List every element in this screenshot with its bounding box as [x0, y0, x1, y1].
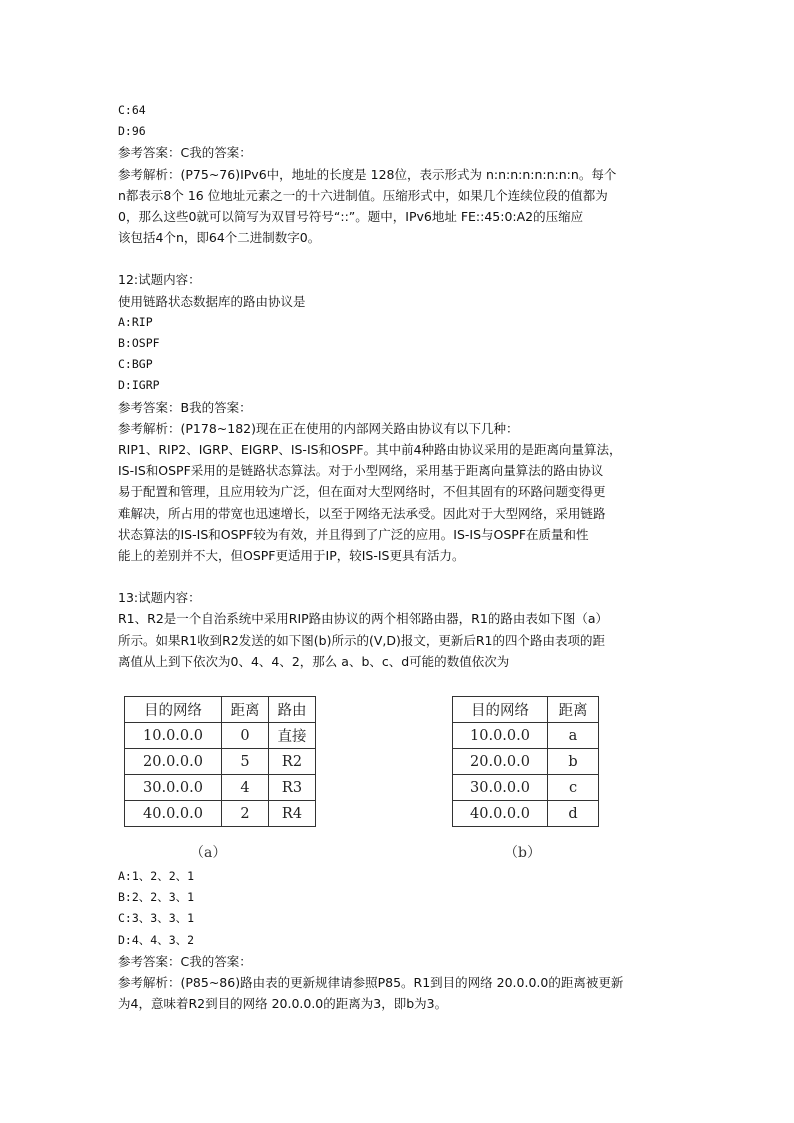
table-header-row	[453, 697, 599, 723]
q11-option-c: C:64	[118, 103, 146, 117]
table-header-cell: 距离	[222, 697, 269, 723]
q12-analysis-line: 能上的差别并不大，但OSPF更适用于IP，较IS-IS更具有活力。	[118, 548, 465, 564]
q12-option-a: A:RIP	[118, 314, 153, 329]
table-cell: 40.0.0.0	[453, 801, 548, 827]
table-header-cell: 目的网络	[453, 697, 548, 723]
table-header-cell: 距离	[548, 697, 599, 723]
document-page	[118, 100, 688, 1015]
spacer	[118, 566, 688, 587]
q11-analysis-line: 该包括4个n，即64个二进制数字0。	[118, 230, 321, 246]
q12-analysis-line: 易于配置和管理，且应用较为广泛，但在面对大型网络时，不但其固有的环路问题变得更	[118, 484, 606, 500]
table-a-caption: （a）	[190, 845, 227, 862]
table-cell: 30.0.0.0	[125, 775, 222, 801]
table-cell: 20.0.0.0	[453, 749, 548, 775]
routing-table-b	[452, 696, 599, 827]
routing-tables	[118, 682, 688, 862]
table-cell: 20.0.0.0	[125, 749, 222, 775]
table-row	[125, 801, 316, 827]
q11-analysis-line: 参考解析：(P75~76)IPv6中，地址的长度是 128位，表示形式为 n:n:n:n:n:n:n:n。每个	[118, 166, 617, 182]
q11-analysis-line: 0，那么这些0就可以简写为双冒号符号“::”。题中，IPv6地址 FE::45:0:A2的压缩应	[118, 209, 584, 225]
q12-analysis-line: 难解决，所占用的带宽也迅速增长，以至于网络无法承受。因此对于大型网络，采用链路	[118, 505, 606, 521]
routing-table-a	[124, 696, 316, 827]
table-cell: 30.0.0.0	[453, 775, 548, 801]
table-b-caption: （b）	[504, 845, 541, 862]
table-row	[453, 775, 599, 801]
q12-option-c: C:BGP	[118, 357, 153, 372]
table-header-row	[125, 697, 316, 723]
q13-question-line: R1、R2是一个自治系统中采用RIP路由协议的两个相邻路由器，R1的路由表如下图（a）	[118, 611, 608, 627]
table-row	[453, 801, 599, 827]
q12-question: 使用链路状态数据库的路由协议是	[118, 293, 306, 309]
table-row	[125, 749, 316, 775]
table-header-cell: 路由	[269, 697, 316, 723]
q13-option-a: A:1、2、2、1	[118, 869, 195, 884]
table-cell: R2	[269, 749, 316, 775]
table-cell: c	[548, 775, 599, 801]
q13-option-b: B:2、2、3、1	[118, 890, 195, 905]
table-row	[453, 749, 599, 775]
q12-header: 12:试题内容：	[118, 272, 201, 288]
q12-option-d: D:IGRP	[118, 378, 160, 393]
q13-analysis-line: 参考解析：(P85~86)路由表的更新规律请参照P85。R1到目的网络 20.0.0.0的距离被更新	[118, 975, 624, 991]
q12-analysis-line: 状态算法的IS-IS和OSPF较为有效，并且得到了广泛的应用。IS-IS与OSPF在质量和性	[118, 526, 589, 542]
table-cell: 10.0.0.0	[453, 723, 548, 749]
table-cell: 4	[222, 775, 269, 801]
q11-option-d: D:96	[118, 124, 146, 139]
q13-header: 13:试题内容：	[118, 590, 201, 606]
q12-analysis-line: RIP1、RIP2、IGRP、EIGRP、IS-IS和OSPF。其中前4种路由协议采用的是距离向量算法，	[118, 442, 622, 458]
table-row	[453, 723, 599, 749]
q11-analysis-line: n都表示8个 16 位地址元素之一的十六进制值。压缩形式中，如果几个连续位段的值都为	[118, 187, 608, 203]
spacer	[118, 248, 688, 269]
q13-analysis-line: 为4，意味着R2到目的网络 20.0.0.0的距离为3，即b为3。	[118, 996, 448, 1012]
table-cell: 0	[222, 723, 269, 749]
table-cell: R4	[269, 801, 316, 827]
q13-question-line: 所示。如果R1收到R2发送的如下图(b)所示的(V,D)报文，更新后R1的四个路由表项的距	[118, 632, 606, 648]
table-cell: 40.0.0.0	[125, 801, 222, 827]
q13-option-c: C:3、3、3、1	[118, 911, 195, 926]
q13-option-d: D:4、4、3、2	[118, 932, 195, 947]
table-cell: 2	[222, 801, 269, 827]
q12-analysis-line: IS-IS和OSPF采用的是链路状态算法。对于小型网络，采用基于距离向量算法的路由协议	[118, 463, 604, 479]
table-cell: b	[548, 749, 599, 775]
table-header-cell: 目的网络	[125, 697, 222, 723]
table-cell: R3	[269, 775, 316, 801]
q13-question-line: 离值从上到下依次为0、4、4、2，那么 a、b、c、d可能的数值依次为	[118, 653, 510, 669]
table-cell: 直接	[269, 723, 316, 749]
table-row	[125, 775, 316, 801]
q11-answer: 参考答案：C我的答案：	[118, 145, 252, 161]
table-cell: a	[548, 723, 599, 749]
table-cell: d	[548, 801, 599, 827]
q13-answer: 参考答案：C我的答案：	[118, 953, 252, 969]
q12-answer: 参考答案：B我的答案：	[118, 399, 252, 415]
q12-option-b: B:OSPF	[118, 336, 160, 351]
q12-analysis-line: 参考解析：(P178~182)现在正在使用的内部网关路由协议有以下几种：	[118, 420, 519, 436]
table-cell: 10.0.0.0	[125, 723, 222, 749]
table-cell: 5	[222, 749, 269, 775]
table-row	[125, 723, 316, 749]
